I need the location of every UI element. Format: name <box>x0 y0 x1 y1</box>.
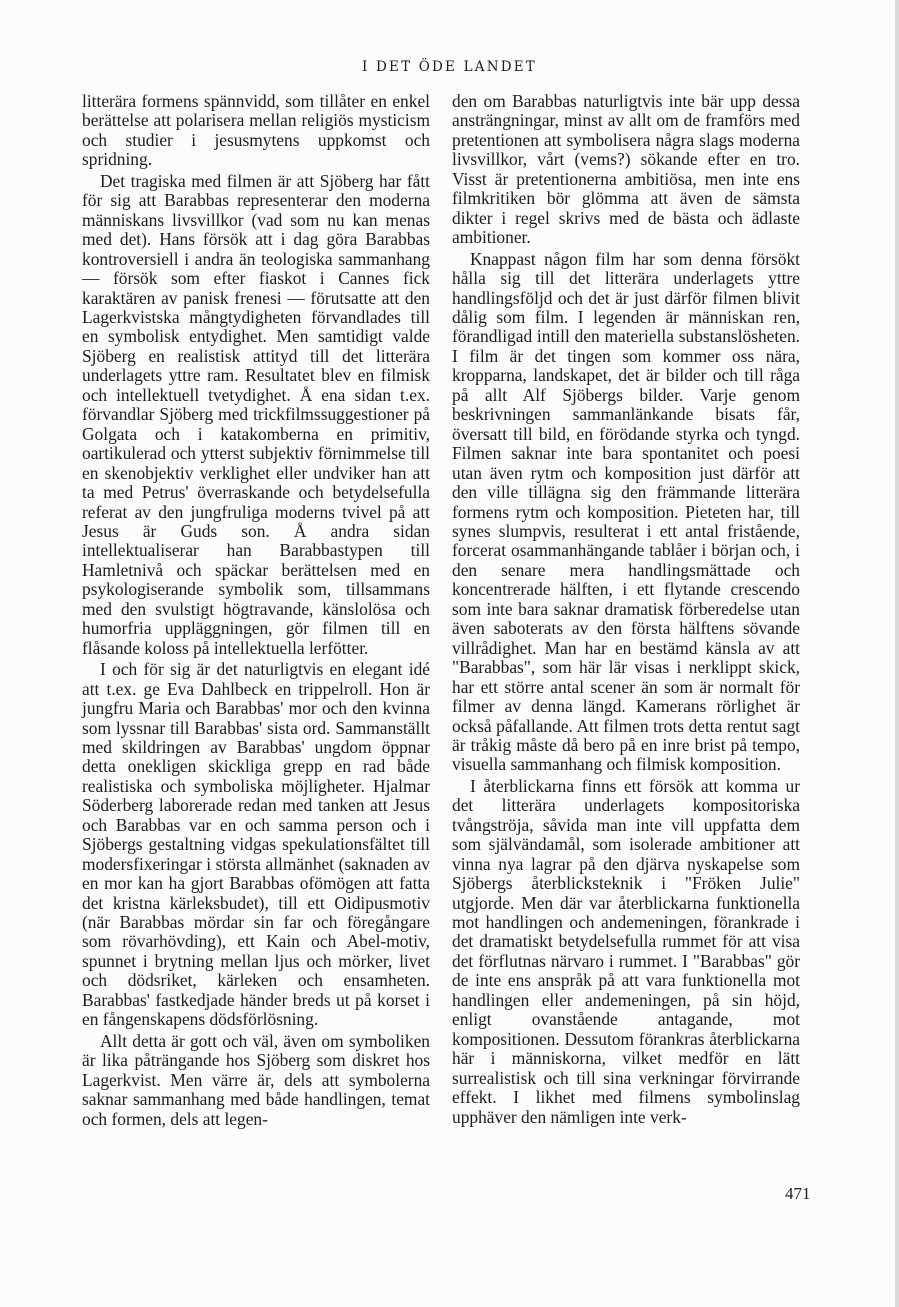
page-number: 471 <box>785 1184 811 1203</box>
right-text-column <box>452 92 800 1127</box>
paragraph: Det tragiska med filmen är att Sjöberg har fått för sig att Barabbas representerar den moderna människans livsvillkor (vad som nu kan menas med det). Hans försök att i dag göra Barabbas kontroversiell i andra än teologiska sammanhang — försök som efter fiaskot i Cannes fick karaktären av panisk frenesi — förutsatte att den Lagerkvistska mångtydigheten förvandlades till en symbolisk entydighet. Men samtidigt valde Sjöberg en realistisk attityd till det litterära underlagets yttre ram. Resultatet blev en filmisk och intellektuell tvetydighet. Å ena sidan t.ex. förvandlar Sjöberg med trickfilmssuggestioner på Golgata och i katakomberna en primitiv, oartikulerad och ytterst subjektiv förnimmelse till en skenobjektiv verklighet eller undviker han att ta med Petrus' överraskande och betydelsefulla referat av den jungfruliga moderns tvivel på att Jesus är Guds son. Å andra sidan intellektualiserar han Barabbastypen till Hamletnivå och späckar berättelsen med en psykologiserande symbolik som, tillsammans med den svulstigt högtravande, känslolösa och humorfria uppläggningen, gör filmen till en flåsande koloss på intellektuella lerfötter. <box>82 170 430 658</box>
paragraph: Knappast någon film har som denna försökt hålla sig till det litterära underlagets yttre handlingsföljd och det är just därför filmen blivit dålig som film. I legenden är människan ren, förandligad intill den materiella substanslösheten. I film är det tingen som kommer oss nära, kropparna, landskapet, det är bilder och till råga på allt Alf Sjöbergs bilder. Varje genom beskrivningen sammanlänkande bisats får, översatt till bild, en förödande styrka och tyngd. Filmen saknar inte bara spontanitet och poesi utan även rytm och komposition just därför att den ville tillägna sig den främmande litterära formens rytm och komposition. Pieteten har, till synes slumpvis, resulterat i ett antal fristående, forcerat osammanhängande tablåer i början och, i den senare mera handlingsmättade och koncentrerade hälften, i ett flytande crescendo som inte bara saknar dramatisk förberedelse utan även saboterats av den första hälftens sövande villrådighet. Man har en bestämd känsla av att "Barabbas", som här lär visas i nerklippt skick, har ett större antal scener än som är normalt för filmer av denna längd. Kamerans rörlighet är också påfallande. Att filmen trots detta rentut sagt är tråkig måste då bero på en inre brist på tempo, visuella sammanhang och filmisk komposition. <box>452 248 800 775</box>
paragraph: Allt detta är gott och väl, även om symboliken är lika påträngande hos Sjöberg som diskret hos Lagerkvist. Men värre är, dels att symbolerna saknar sammanhang med både handlingen, temat och formen, dels att legen- <box>82 1030 430 1129</box>
paragraph: litterära formens spännvidd, som tillåter en enkel berättelse att polarisera mellan religiös mysticism och studier i jesusmytens uppkomst och spridning. <box>82 91 430 170</box>
paragraph: I återblickarna finns ett försök att komma ur det litterära underlagets kompositoriska tvångströja, såvida man inte vill uppfatta dem som självändamål, som isolerade ambitioner att vinna nya lagrar på den djärva nyskapelse som Sjöbergs återblicksteknik i "Fröken Julie" utgjorde. Men där var återblickarna funktionella mot handlingen och andemeningen, förankrade i det dramatiskt betydelsefulla rummet för att visa det förflutnas närvaro i rummet. I "Barabbas" gör de inte ens anspråk på att vara funktionella mot handlingen eller andemeningen, på sin höjd, enligt ovanstående antagande, mot kompositionen. Dessutom förankras återblickarna här i människorna, vilket medför en lätt surrealistisk och till sina verkningar förvirrande effekt. I likhet med filmens symbolinslag upphäver den nämligen inte verk- <box>452 775 800 1127</box>
paragraph: I och för sig är det naturligtvis en elegant idé att t.ex. ge Eva Dahlbeck en trippelroll. Hon är jungfru Maria och Barabbas' mor och den kvinna som lyssnar till Barabbas' sista ord. Sammanställt med skildringen av Barabbas' ungdom öppnar detta onekligen skickliga grepp en rad både realistiska och symboliska möjligheter. Hjalmar Söderberg laborerade redan med tanken att Jesus och Barabbas var en och samma person och i Sjöbergs gestaltning vidgas spekulationsfältet till modersfixeringar i största allmänhet (saknaden av en mor kan ha gjort Barabbas ofömögen att fatta det kristna kärleksbudet), till ett Oidipusmotiv (när Barabbas mördar sin far och föregångare som rövarhövding), ett Kain och Abel-motiv, spunnet i brytning mellan ljus och mörker, livet och dödsriket, kärleken och ensamheten. Barabbas' fastkedjade händer breds ut på korset i en fångenskapens dödsförlösning. <box>82 659 430 1030</box>
left-text-column <box>82 92 430 1129</box>
running-head: I DET ÖDE LANDET <box>361 59 538 75</box>
paragraph: den om Barabbas naturligtvis inte bär upp dessa ansträngningar, minst av allt om de framförs med pretentionen att symbolisera några slags moderna livsvillkor, vårt (vems?) sökande efter en tro. Visst är pretentionerna ambitiösa, men inte ens filmkritiken bör glömma att även de sämsta dikter i regel skrivs med de bästa och ädlaste ambitioner. <box>452 91 800 248</box>
